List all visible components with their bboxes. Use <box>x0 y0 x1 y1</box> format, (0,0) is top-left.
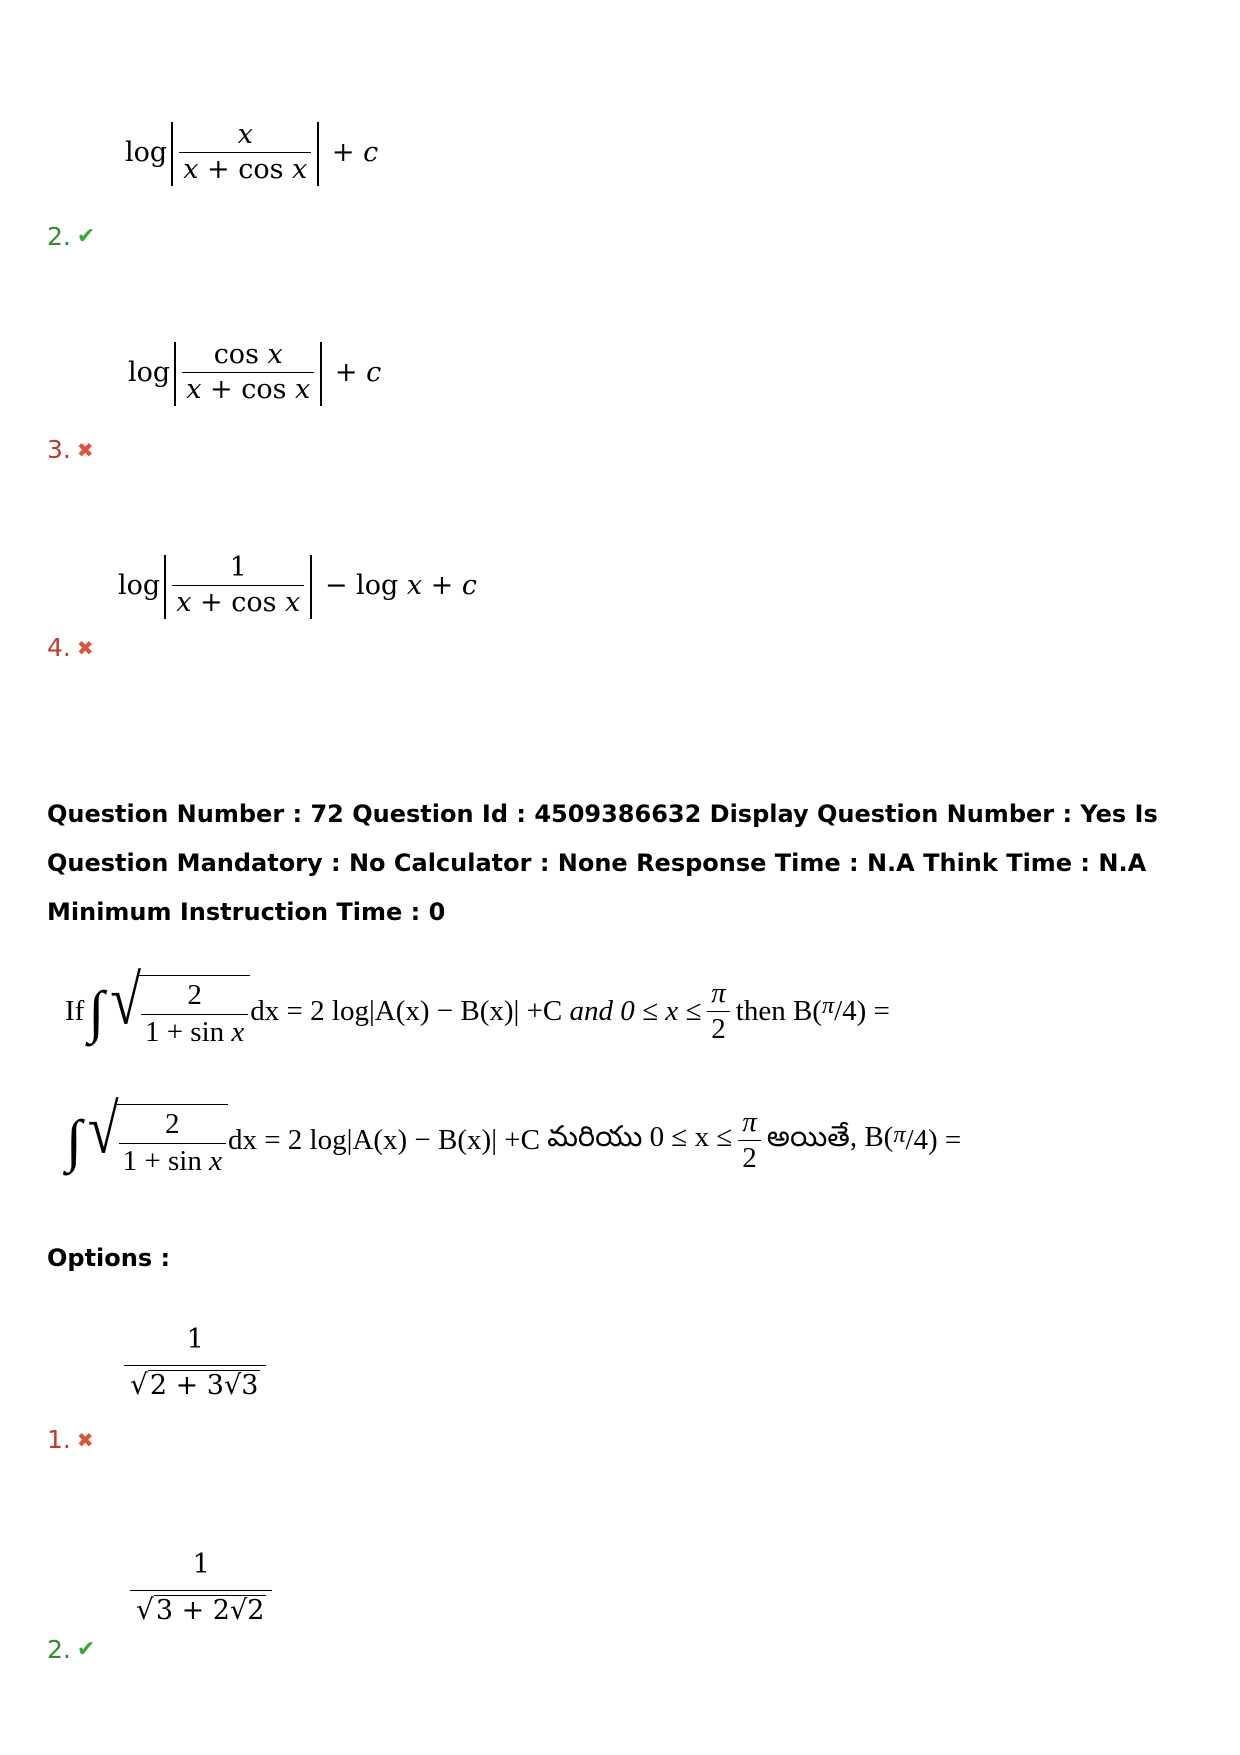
option-2-number: 2. ✔ <box>47 1635 96 1664</box>
option-2-expression: 1 √ 3 + 2√2 <box>128 1550 274 1625</box>
prev-option-4-number: 4. ✖ <box>47 633 94 662</box>
question-telugu: ∫ √ $\frac{2}{\text{1 + sin x}}$ dx = 2 log|A(x) − B(x)| +C మరియు 0 ≤ x ≤ $\frac{\pi}{2}$ అయితే, B( $^\pi$ /4) = <box>66 1091 962 1177</box>
prev-option-2-expression: log $\frac{x}{\text{x + cos x}}$ + c <box>125 119 379 185</box>
option-1-number: 1. ✖ <box>47 1425 94 1454</box>
prev-option-3-number: 3. ✖ <box>47 435 94 464</box>
check-icon: ✔ <box>76 224 96 249</box>
option-1-expression: 1 √ 2 + 3√3 <box>122 1325 268 1400</box>
question-header: Question Number : 72 Question Id : 4509386632 Display Question Number : Yes Is Question Mandatory : No Calculator : None Response Time : N.A Think Time : N.A Minimum Instruction Time : 0 <box>47 800 1158 926</box>
cross-icon: ✖ <box>76 635 94 660</box>
cross-icon: ✖ <box>76 437 94 462</box>
check-icon: ✔ <box>76 1637 96 1662</box>
prev-option-3-expression: log $\frac{\text{cos x}}{\text{x + cos x}}$ + c <box>128 339 382 405</box>
prev-option-4-expression: log $\frac{1}{\text{x + cos x}}$ − log x + c <box>118 552 477 618</box>
prev-option-2-number: 2. ✔ <box>47 222 96 251</box>
question-english: If ∫ √ $\frac{2}{\text{1 + sin x}}$ dx = 2 log|A(x) − B(x)| +C and 0 ≤ x ≤ $\frac{\pi}{2}$ then B( $^\pi$ /4) = <box>65 962 890 1048</box>
options-label: Options : <box>47 1244 171 1272</box>
cross-icon: ✖ <box>76 1427 94 1452</box>
